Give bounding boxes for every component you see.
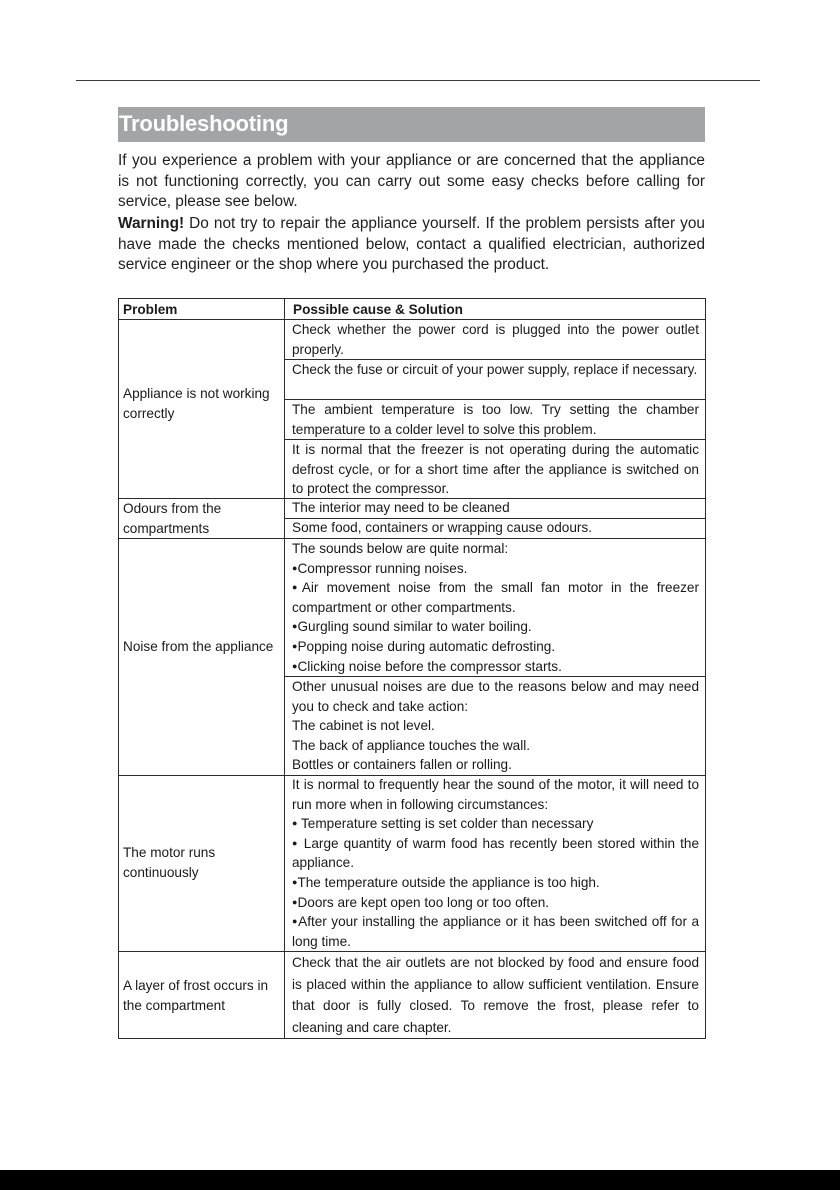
table-row-problem: [118, 775, 285, 952]
bullet-item: ● Temperature setting is set colder than necessary: [292, 816, 594, 832]
bullet-item: ●Clicking noise before the compressor starts.: [292, 658, 562, 674]
header-divider: [76, 80, 760, 81]
header-problem-label: Problem: [123, 302, 178, 317]
header-problem: [118, 298, 285, 320]
problem-text: Noise from the appliance: [123, 639, 274, 654]
table-row-problem: [118, 538, 285, 776]
warning-text: Do not try to repair the appliance yourself. If the problem persists after you have made the checks mentioned below, contact a qualified electrician, authorized service engineer or the shop where you purchased the product.: [118, 215, 705, 273]
bullet-icon: ●: [292, 837, 299, 848]
bullet-item: ●Gurgling sound similar to water boiling.: [292, 619, 532, 635]
motor-circumstances-list: [292, 775, 699, 951]
problem-text: A layer of frost occurs in the compartment: [123, 978, 269, 1013]
bullet-item: ●Doors are kept open too long or too often.: [292, 894, 550, 910]
solution-text: Check the fuse or circuit of your power supply, replace if necessary.: [292, 362, 698, 377]
intro-paragraph: If you experience a problem with your appliance or are concerned that the appliance is not functioning correctly, you can carry out some easy checks before calling for service, please see below.: [118, 152, 705, 210]
solution-cell: [284, 498, 706, 519]
page-bottom-bar: [0, 1170, 840, 1190]
bullet-icon: ●: [292, 562, 298, 573]
bullet-icon: ●: [292, 582, 302, 593]
bullet-icon: ●: [292, 896, 298, 907]
bullet-icon: ●: [292, 640, 298, 651]
solution-cell: [284, 518, 706, 539]
solution-text: The interior may need to be cleaned: [292, 500, 510, 515]
bullet-icon: ●: [292, 818, 298, 829]
page-title: Troubleshooting: [119, 111, 289, 136]
solution-line: Bottles or containers fallen or rolling.: [292, 757, 512, 773]
problem-text: The motor runs continuously: [123, 845, 216, 880]
solution-cell: [284, 951, 706, 1039]
table-row-problem: [118, 498, 285, 539]
solution-cell: [284, 676, 706, 776]
bullet-item: ●Compressor running noises.: [292, 560, 468, 576]
solution-intro: The sounds below are quite normal:: [292, 541, 509, 556]
solution-cell: [284, 359, 706, 400]
solution-cell: [284, 399, 706, 440]
bullet-item: ●The temperature outside the appliance is too high.: [292, 874, 600, 890]
bullet-item: ● Large quantity of warm food has recently been stored within the appliance.: [292, 835, 700, 871]
solution-line: The cabinet is not level.: [292, 718, 435, 734]
section-title-bar: [118, 107, 705, 142]
solution-cell: [284, 538, 706, 677]
solution-cell: [284, 439, 706, 499]
troubleshooting-table: [118, 298, 706, 1039]
bullet-icon: ●: [292, 660, 298, 671]
bullet-item: ●After your installing the appliance or it has been switched off for a long time.: [292, 914, 700, 949]
table-row-problem: [118, 319, 285, 499]
bullet-icon: ●: [292, 876, 298, 887]
bullet-icon: ●: [292, 621, 298, 632]
solution-intro: It is normal to frequently hear the sound of the motor, it will need to run more when in following circumstances:: [292, 777, 699, 812]
header-solution-label: Possible cause & Solution: [293, 302, 463, 317]
solution-text: It is normal that the freezer is not operating during the automatic defrost cycle, or for a short time after the appliance is switched on to protect the compressor.: [292, 442, 699, 497]
bullet-item: ●Air movement noise from the small fan motor in the freezer compartment or other compartments.: [292, 580, 700, 615]
header-solution: [284, 298, 706, 320]
solution-intro: Other unusual noises are due to the reasons below and may need you to check and take action:: [292, 679, 699, 714]
noise-unusual-list: [292, 677, 699, 775]
bullet-item: ●Popping noise during automatic defrosting.: [292, 638, 556, 654]
solution-text: Some food, containers or wrapping cause odours.: [292, 520, 592, 535]
problem-text: Odours from the compartments: [123, 501, 222, 536]
bullet-icon: ●: [292, 916, 299, 927]
solution-line: The back of appliance touches the wall.: [292, 737, 531, 753]
solution-text: The ambient temperature is too low. Try setting the chamber temperature to a colder level to solve this problem.: [292, 402, 699, 437]
problem-text: Appliance is not working correctly: [123, 386, 270, 421]
solution-text: Check whether the power cord is plugged into the power outlet properly.: [292, 322, 699, 357]
table-row-problem: [118, 951, 285, 1039]
solution-cell: [284, 775, 706, 952]
solution-cell: [284, 319, 706, 360]
solution-text: Check that the air outlets are not blocked by food and ensure food is placed within the appliance to allow sufficient ventilation. Ensure that door is fully closed. To remove the frost, please refer to cleaning and care chapter.: [292, 955, 699, 1035]
warning-paragraph: [118, 214, 705, 276]
warning-label: Warning!: [118, 215, 185, 232]
noise-normal-list: [292, 539, 699, 676]
